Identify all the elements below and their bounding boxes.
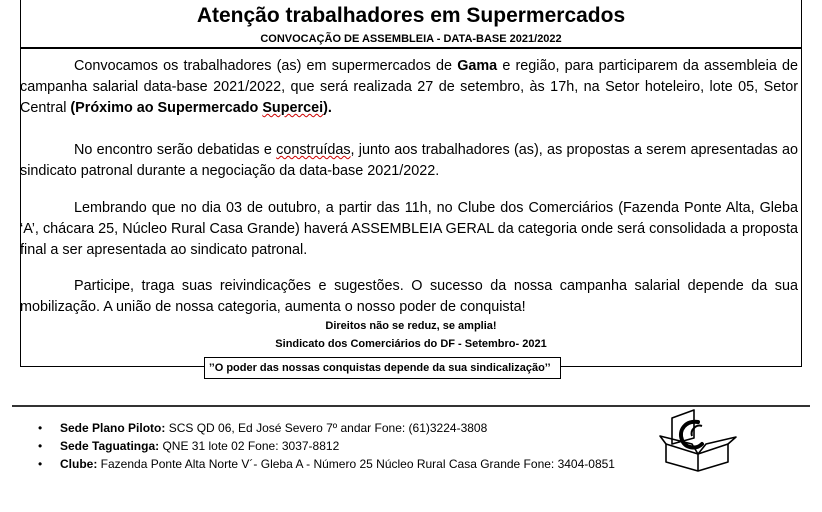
p1-landmark bbox=[70, 100, 332, 116]
union-logo-icon bbox=[658, 408, 738, 472]
p3-text: Lembrando que no dia 03 de outubro, a partir das 11h, no Clube dos Comerciários (Fazenda Ponte Alta, Gleba ‘A’, chácara 25, Núcleo Rural Casa Grande) haverá ASSEMBLEIA GERAL da categoria onde será consolidada a proposta final a ser apresentada ao sindicato patronal. bbox=[20, 200, 798, 258]
page-title: Atenção trabalhadores em Supermercados bbox=[196, 4, 626, 27]
p1-landmark-suffix: ). bbox=[323, 100, 332, 116]
footer-item-clube bbox=[38, 455, 615, 473]
motto-box: ’’O poder das nossas conquistas depende da sua sindicalização’’ bbox=[204, 357, 561, 379]
paragraph-2 bbox=[20, 140, 798, 182]
paragraph-3 bbox=[20, 198, 798, 261]
footer-label: Sede Taguatinga: bbox=[60, 439, 160, 453]
bullet-icon: • bbox=[38, 457, 43, 471]
header-box bbox=[20, 0, 802, 48]
p1-landmark-name: Supercei bbox=[262, 100, 324, 116]
paragraph-1 bbox=[20, 56, 798, 119]
bullet-icon: • bbox=[38, 439, 43, 453]
p2-text-c: , junto aos trabalhadores (as), as propostas a serem apresentadas ao sindicato patronal durante a negociação da data-base 2021/2022. bbox=[20, 142, 798, 179]
p1-city: Gama bbox=[457, 58, 498, 74]
page-subtitle: CONVOCAÇÃO DE ASSEMBLEIA - DATA-BASE 2021/2022 bbox=[260, 33, 562, 45]
signature-union: Sindicato dos Comerciários do DF - Setembro- 2021 bbox=[275, 338, 547, 350]
footer-label: Sede Plano Piloto: bbox=[60, 421, 166, 435]
footer-text: Fazenda Ponte Alta Norte V´- Gleba A - Número 25 Núcleo Rural Casa Grande Fone: 3404-0851 bbox=[97, 457, 615, 471]
paragraph-4 bbox=[20, 276, 798, 318]
footer-text: QNE 31 lote 02 Fone: 3037-8812 bbox=[159, 439, 340, 453]
signature-slogan: Direitos não se reduz, se amplia! bbox=[325, 320, 497, 332]
p2-text-a: No encontro serão debatidas e bbox=[74, 142, 277, 158]
p2-text-b: construídas bbox=[276, 142, 351, 158]
footer-item-plano-piloto bbox=[38, 419, 615, 437]
p1-landmark-prefix: (Próximo ao Supermercado bbox=[70, 100, 263, 116]
p1-text-a: Convocamos os trabalhadores (as) em supermercados de bbox=[74, 58, 458, 74]
footer-item-taguatinga bbox=[38, 437, 615, 455]
p1-text-c: e região, para participarem da assembleia de campanha salarial data-base 2021/2022, que será realizada 27 de setembro, às 17h, na Setor hoteleiro, lote 05, Setor Central bbox=[20, 58, 799, 116]
bullet-icon: • bbox=[38, 421, 43, 435]
footer-label: Clube: bbox=[60, 457, 98, 471]
footer-contacts bbox=[38, 419, 615, 473]
footer-text: SCS QD 06, Ed José Severo 7º andar Fone: (61)3224-3808 bbox=[165, 421, 488, 435]
footer-divider bbox=[12, 405, 810, 407]
p4-text: Participe, traga suas reivindicações e sugestões. O sucesso da nossa campanha salarial depende da sua mobilização. A união de nossa categoria, aumenta o nosso poder de conquista! bbox=[20, 278, 798, 315]
